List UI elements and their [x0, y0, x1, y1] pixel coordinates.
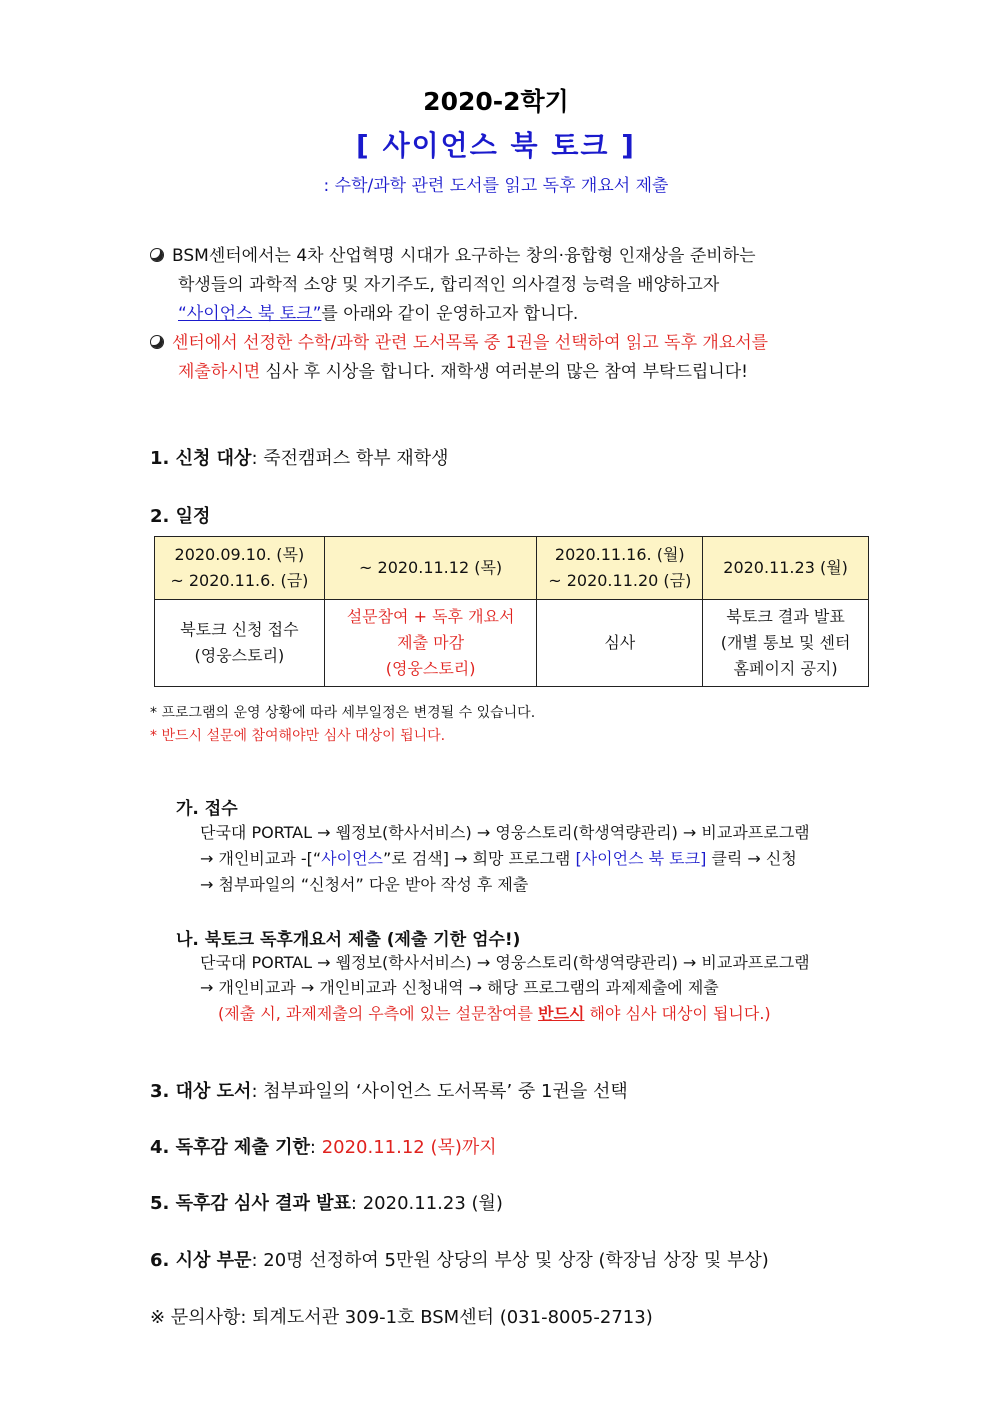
term-title: 2020-2학기 [423, 87, 569, 116]
section-awards: 6. 시상 부문: 20명 선정하여 5만원 상당의 부상 및 상장 (학장님 상장 및 부상) [150, 1250, 769, 1271]
schedule-event-cell: 북토크 신청 접수 (영웅스토리) [155, 600, 325, 687]
schedule-date-cell: 2020.11.23 (월) [703, 537, 869, 600]
submit-warning-line: (제출 시, 과제제출의 우측에 있는 설문참여를 반드시 해야 심사 대상이 됩니다.) [218, 1004, 771, 1023]
schedule-dates-row [155, 537, 869, 600]
apply-step-line: → 개인비교과 -[“사이언스”로 검색] → 희망 프로그램 [사이언스 북 토크] 클릭 → 신청 [200, 849, 797, 868]
intro-line-5: 제출하시면 심사 후 시상을 합니다. 재학생 여러분의 많은 참여 부탁드립니다! [178, 362, 748, 382]
program-subtitle: : 수학/과학 관련 도서를 읽고 독후 개요서 제출 [323, 176, 669, 196]
apply-step-line: 단국대 PORTAL → 웹정보(학사서비스) → 영웅스토리(학생역량관리) → 비교과프로그램 [200, 823, 810, 842]
intro-line-4: 센터에서 선정한 수학/과학 관련 도서목록 중 1권을 선택하여 읽고 독후 개요서를 [150, 331, 768, 355]
section-target: 1. 신청 대상: 죽전캠퍼스 학부 재학생 [150, 448, 449, 469]
submit-step-line: → 개인비교과 → 개인비교과 신청내역 → 해당 프로그램의 과제제출에 제출 [200, 978, 719, 997]
schedule-date-cell: 2020.09.10. (목) ~ 2020.11.6. (금) [155, 537, 325, 600]
schedule-event-cell: 북토크 결과 발표 (개별 통보 및 센터 홈페이지 공지) [703, 600, 869, 687]
schedule-date-cell: ~ 2020.11.12 (목) [324, 537, 537, 600]
schedule-date-cell: 2020.11.16. (월) ~ 2020.11.20 (금) [537, 537, 703, 600]
schedule-event-cell: 심사 [537, 600, 703, 687]
section-deadline: 4. 독후감 제출 기한: 2020.11.12 (목)까지 [150, 1137, 497, 1158]
section-books: 3. 대상 도서: 첨부파일의 ‘사이언스 도서목록’ 중 1권을 선택 [150, 1081, 628, 1102]
intro-line-2: 학생들의 과학적 소양 및 자기주도, 합리적인 의사결정 능력을 배양하고자 [178, 275, 720, 295]
section-announcement: 5. 독후감 심사 결과 발표: 2020.11.23 (월) [150, 1193, 503, 1214]
subsection-apply-head: 가. 접수 [176, 799, 238, 819]
schedule-note-1: * 프로그램의 운영 상황에 따라 세부일정은 변경될 수 있습니다. [150, 705, 536, 721]
circle-bullet-icon [150, 248, 164, 262]
schedule-note-2: * 반드시 설문에 참여해야만 심사 대상이 됩니다. [150, 728, 446, 744]
intro-line-3: “사이언스 북 토크”를 아래와 같이 운영하고자 합니다. [178, 304, 579, 324]
program-name-link: “사이언스 북 토크” [178, 304, 322, 324]
subsection-submit-head: 나. 북토크 독후개요서 제출 (제출 기한 엄수!) [176, 930, 521, 950]
submit-step-line: 단국대 PORTAL → 웹정보(학사서비스) → 영웅스토리(학생역량관리) → 비교과프로그램 [200, 953, 810, 972]
schedule-events-row [155, 600, 869, 687]
program-title: [ 사이언스 북 토크 ] [356, 129, 636, 162]
schedule-event-cell: 설문참여 + 독후 개요서 제출 마감 (영웅스토리) [324, 600, 537, 687]
circle-bullet-icon [150, 335, 164, 349]
intro-line-1: BSM센터에서는 4차 산업혁명 시대가 요구하는 창의·융합형 인재상을 준비하는 [150, 244, 756, 268]
contact-info: ※ 문의사항: 퇴계도서관 309-1호 BSM센터 (031-8005-2713) [150, 1307, 653, 1328]
schedule-table [154, 536, 869, 687]
apply-step-line: → 첨부파일의 “신청서” 다운 받아 작성 후 제출 [200, 875, 529, 894]
section-schedule: 2. 일정 [150, 506, 211, 527]
